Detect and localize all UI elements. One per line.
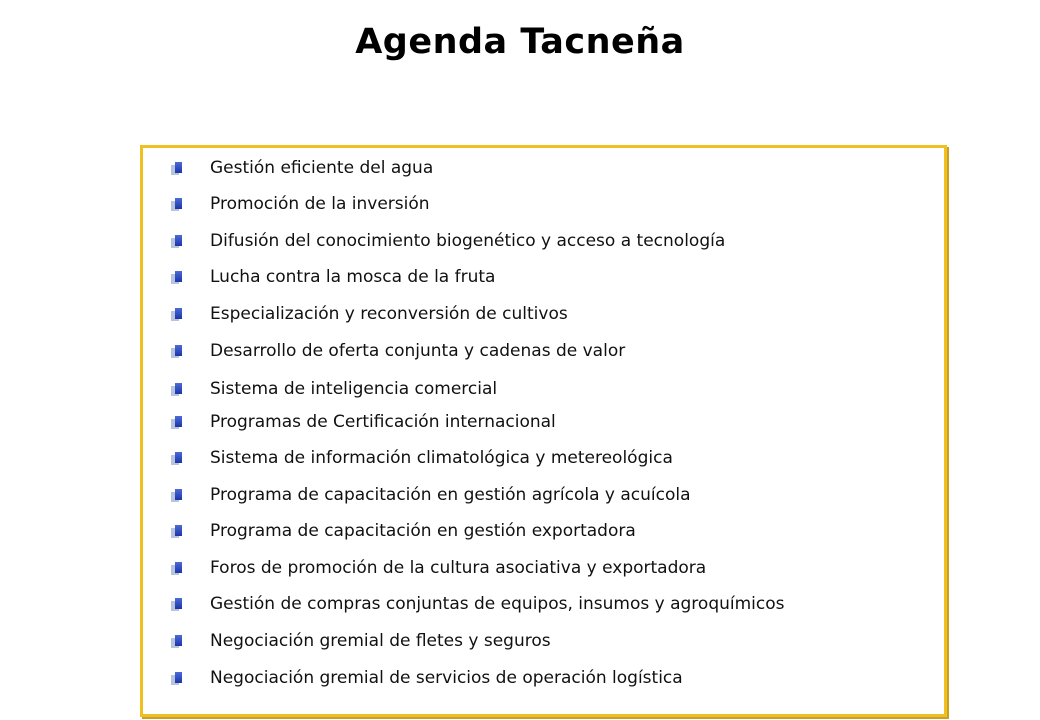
square-bullet-icon — [171, 562, 185, 575]
list-item-label: Promoción de la inversión — [210, 194, 430, 214]
list-item — [171, 483, 691, 507]
list-item — [171, 666, 683, 690]
list-item-label: Difusión del conocimiento biogenético y acceso a tecnología — [210, 231, 726, 251]
list-item — [171, 156, 433, 180]
list-item — [171, 629, 551, 653]
list-item — [171, 377, 497, 401]
square-bullet-icon — [171, 235, 185, 248]
list-item-label: Programa de capacitación en gestión exportadora — [210, 521, 636, 541]
list-item-label: Sistema de información climatológica y metereológica — [210, 448, 673, 468]
list-item-label: Foros de promoción de la cultura asociativa y exportadora — [210, 558, 707, 578]
list-item — [171, 302, 568, 326]
square-bullet-icon — [171, 345, 185, 358]
page-title: Agenda Tacneña — [355, 22, 685, 62]
list-item — [171, 556, 706, 580]
square-bullet-icon — [171, 162, 185, 175]
list-item-label: Sistema de inteligencia comercial — [210, 379, 498, 399]
square-bullet-icon — [171, 598, 185, 611]
square-bullet-icon — [171, 635, 185, 648]
list-item — [171, 592, 785, 616]
list-item-label: Gestión eficiente del agua — [210, 158, 434, 178]
list-item-label: Especialización y reconversión de cultivos — [210, 304, 568, 324]
square-bullet-icon — [171, 672, 185, 685]
list-item-label: Desarrollo de oferta conjunta y cadenas de valor — [210, 341, 626, 361]
list-item — [171, 410, 556, 434]
agenda-frame — [140, 145, 947, 717]
list-item — [171, 446, 673, 470]
list-item-label: Programas de Certificación internacional — [210, 412, 556, 432]
list-item-label: Lucha contra la mosca de la fruta — [210, 267, 496, 287]
square-bullet-icon — [171, 525, 185, 538]
list-item — [171, 519, 636, 543]
list-item-label: Gestión de compras conjuntas de equipos, insumos y agroquímicos — [210, 594, 785, 614]
square-bullet-icon — [171, 416, 185, 429]
square-bullet-icon — [171, 271, 185, 284]
list-item-label: Negociación gremial de fletes y seguros — [210, 631, 551, 651]
list-item — [171, 265, 495, 289]
square-bullet-icon — [171, 452, 185, 465]
square-bullet-icon — [171, 383, 185, 396]
list-item-label: Programa de capacitación en gestión agrícola y acuícola — [210, 485, 691, 505]
square-bullet-icon — [171, 308, 185, 321]
list-item — [171, 192, 430, 216]
list-item — [171, 229, 725, 253]
square-bullet-icon — [171, 198, 185, 211]
square-bullet-icon — [171, 489, 185, 502]
list-item — [171, 339, 625, 363]
list-item-label: Negociación gremial de servicios de operación logística — [210, 668, 683, 688]
